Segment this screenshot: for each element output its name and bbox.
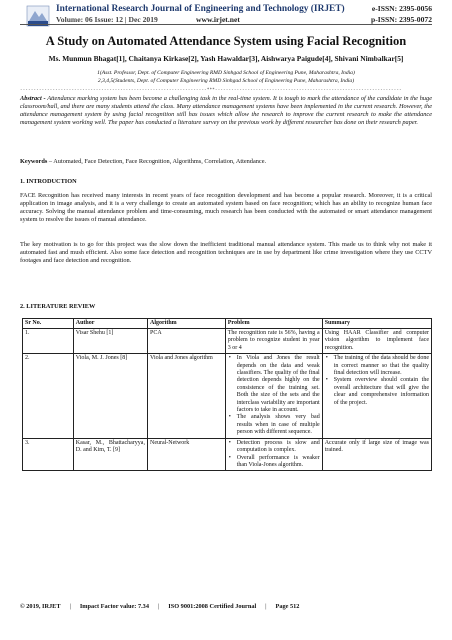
table-header-row [23, 319, 432, 329]
cell-problem [225, 354, 322, 438]
cell-author: Visar Shehu [1] [73, 329, 147, 354]
keywords-label: Keywords [20, 158, 48, 165]
list-item: • System overview should contain the overall architecture that will give the clear and comprehensive information of the project. [325, 377, 429, 407]
keywords-text: – Automated, Face Detection, Face Recognition, Algorithms, Correlation, Attendance. [47, 158, 267, 165]
p-issn: p-ISSN: 2395-0072 [371, 15, 432, 24]
column-header: Problem [225, 319, 322, 329]
summary-bullet-list [325, 355, 429, 407]
cell-summary [322, 354, 431, 438]
abstract-text: Attendance marking system has been become a challenging task in the real-time system. It is tough to mark the attendance of the candidate in the huge classroom/hall, and there are many students attend the class. Many attendance management systems have been implemented in the current research. However, the attendance management system by using facial recognition still has issues which allow the research to improve the current research to make the attendance management system working well. The paper has conducted a literature survey on the previous work by different researcher has done on their research paper. [20, 95, 432, 126]
page-footer [20, 603, 432, 610]
author-list: Ms. Munmun Bhagat[1], Chaitanya Kirkase[2], Yash Hawaldar[3], Aishwarya Paigude[4], Shivani Nimbalkar[5] [48, 54, 404, 63]
table-row [23, 438, 432, 471]
cell-summary: Using HAAR Classifier and computer vision algorithm to implement face recognition. [322, 329, 431, 354]
abstract-label: Abstract - [20, 95, 46, 102]
e-issn: e-ISSN: 2395-0056 [371, 4, 432, 13]
paper-title: A Study on Automated Attendance System using Facial Recognition [45, 34, 407, 48]
cell-author: Viola, M. J. Jones [8] [73, 354, 147, 438]
cell-algorithm: Neural-Network [147, 438, 225, 471]
column-header: Sr No. [23, 319, 74, 329]
footer-page-number: Page 512 [275, 603, 300, 610]
journal-header [20, 3, 432, 31]
problem-bullet-list [228, 440, 320, 470]
journal-website: www.irjet.net [196, 15, 240, 24]
footer-separator: | [157, 603, 160, 610]
cell-sr: 2. [23, 354, 74, 438]
cell-summary: Accurate only if large size of image was trained. [322, 438, 431, 471]
list-item: • Overall performance is weaker than Viola-Jones algorithm. [228, 455, 320, 470]
footer-iso: ISO 9001:2008 Certified Journal [168, 603, 257, 610]
heading-introduction: 1. INTRODUCTION [20, 178, 77, 185]
column-header: Algorithm [147, 319, 225, 329]
journal-name: International Research Journal of Engineering and Technology (IRJET) [56, 4, 345, 14]
list-item: • The training of the data should be done in correct manner so that the quality final detection will increase. [325, 355, 429, 377]
literature-table [22, 318, 432, 471]
keywords [20, 158, 432, 166]
cell-sr: 1. [23, 329, 74, 354]
column-header: Summary [322, 319, 431, 329]
heading-literature-review: 2. LITERATURE REVIEW [20, 303, 96, 310]
affiliation-2: 2,3,4,5(Students, Dept. of Computer Engineering RMD Sinhgad School of Engineering Pune, Maharashtra, India) [97, 78, 355, 84]
list-item: • In Viola and Jones the result depends on the data and weak classifiers. The quality of the final detection depends highly on the consistence of the training set. Both the size of the sets and the interclass variability are important factors to take in account. [228, 355, 320, 414]
list-item: • The analysis shows very bad results when in case of multiple person with different sequence. [228, 414, 320, 436]
cell-problem [225, 438, 322, 471]
abstract [20, 95, 432, 127]
cell-algorithm: PCA [147, 329, 225, 354]
cell-author: Kasar, M., Bhattacharyya, D. and Kim, T. [9] [73, 438, 147, 471]
footer-impact-factor: Impact Factor value: 7.34 [79, 603, 149, 610]
problem-bullet-list [228, 355, 320, 436]
list-item: • Detection process is slow and computation is complex. [228, 440, 320, 455]
section-divider: ---------------------------------------------------------------------***--------------------------------------------------------------------- [20, 87, 402, 92]
intro-paragraph-1: FACE Recognition has received many interests in recent years of face recognition development and has become a popular research. Moreover, it is a critical application in image analysis, and it is a very challenge to create an automated system based on face recognition; which has an ability to recognize human face accuracy. Solving the manual attendance problem and time-consuming, much research has been conducted with the automated or smart attendance management system to resolve the issues of manual attendance. [20, 192, 432, 223]
cell-problem: The recognition rate is 56%, having a problem to recognize student in year 3 or 4 [225, 329, 322, 354]
footer-separator: | [69, 603, 71, 610]
journal-volume: Volume: 06 Issue: 12 | Dec 2019 [56, 15, 158, 24]
footer-copyright: © 2019, IRJET [20, 603, 61, 610]
table-row [23, 329, 432, 354]
column-header: Author [73, 319, 147, 329]
affiliation-1: 1(Asst. Professor, Dept. of Computer Engineering RMD Sinhgad School of Engineering Pune, Maharashtra, India) [97, 70, 355, 76]
header-rule [20, 24, 432, 25]
footer-separator: | [265, 603, 267, 610]
cell-algorithm: Viola and Jones algorithm [147, 354, 225, 438]
intro-paragraph-2: The key motivation is to go for this project was the slow down the inefficient traditional manual attendance system. This made us to think why not make it automated fast and mush efficient. Also some face detection and recognition techniques are in use by department like crime investigation where they use CCTV footages and face detection and recognition. [20, 241, 432, 264]
cell-sr: 3. [23, 438, 74, 471]
table-row [23, 354, 432, 438]
